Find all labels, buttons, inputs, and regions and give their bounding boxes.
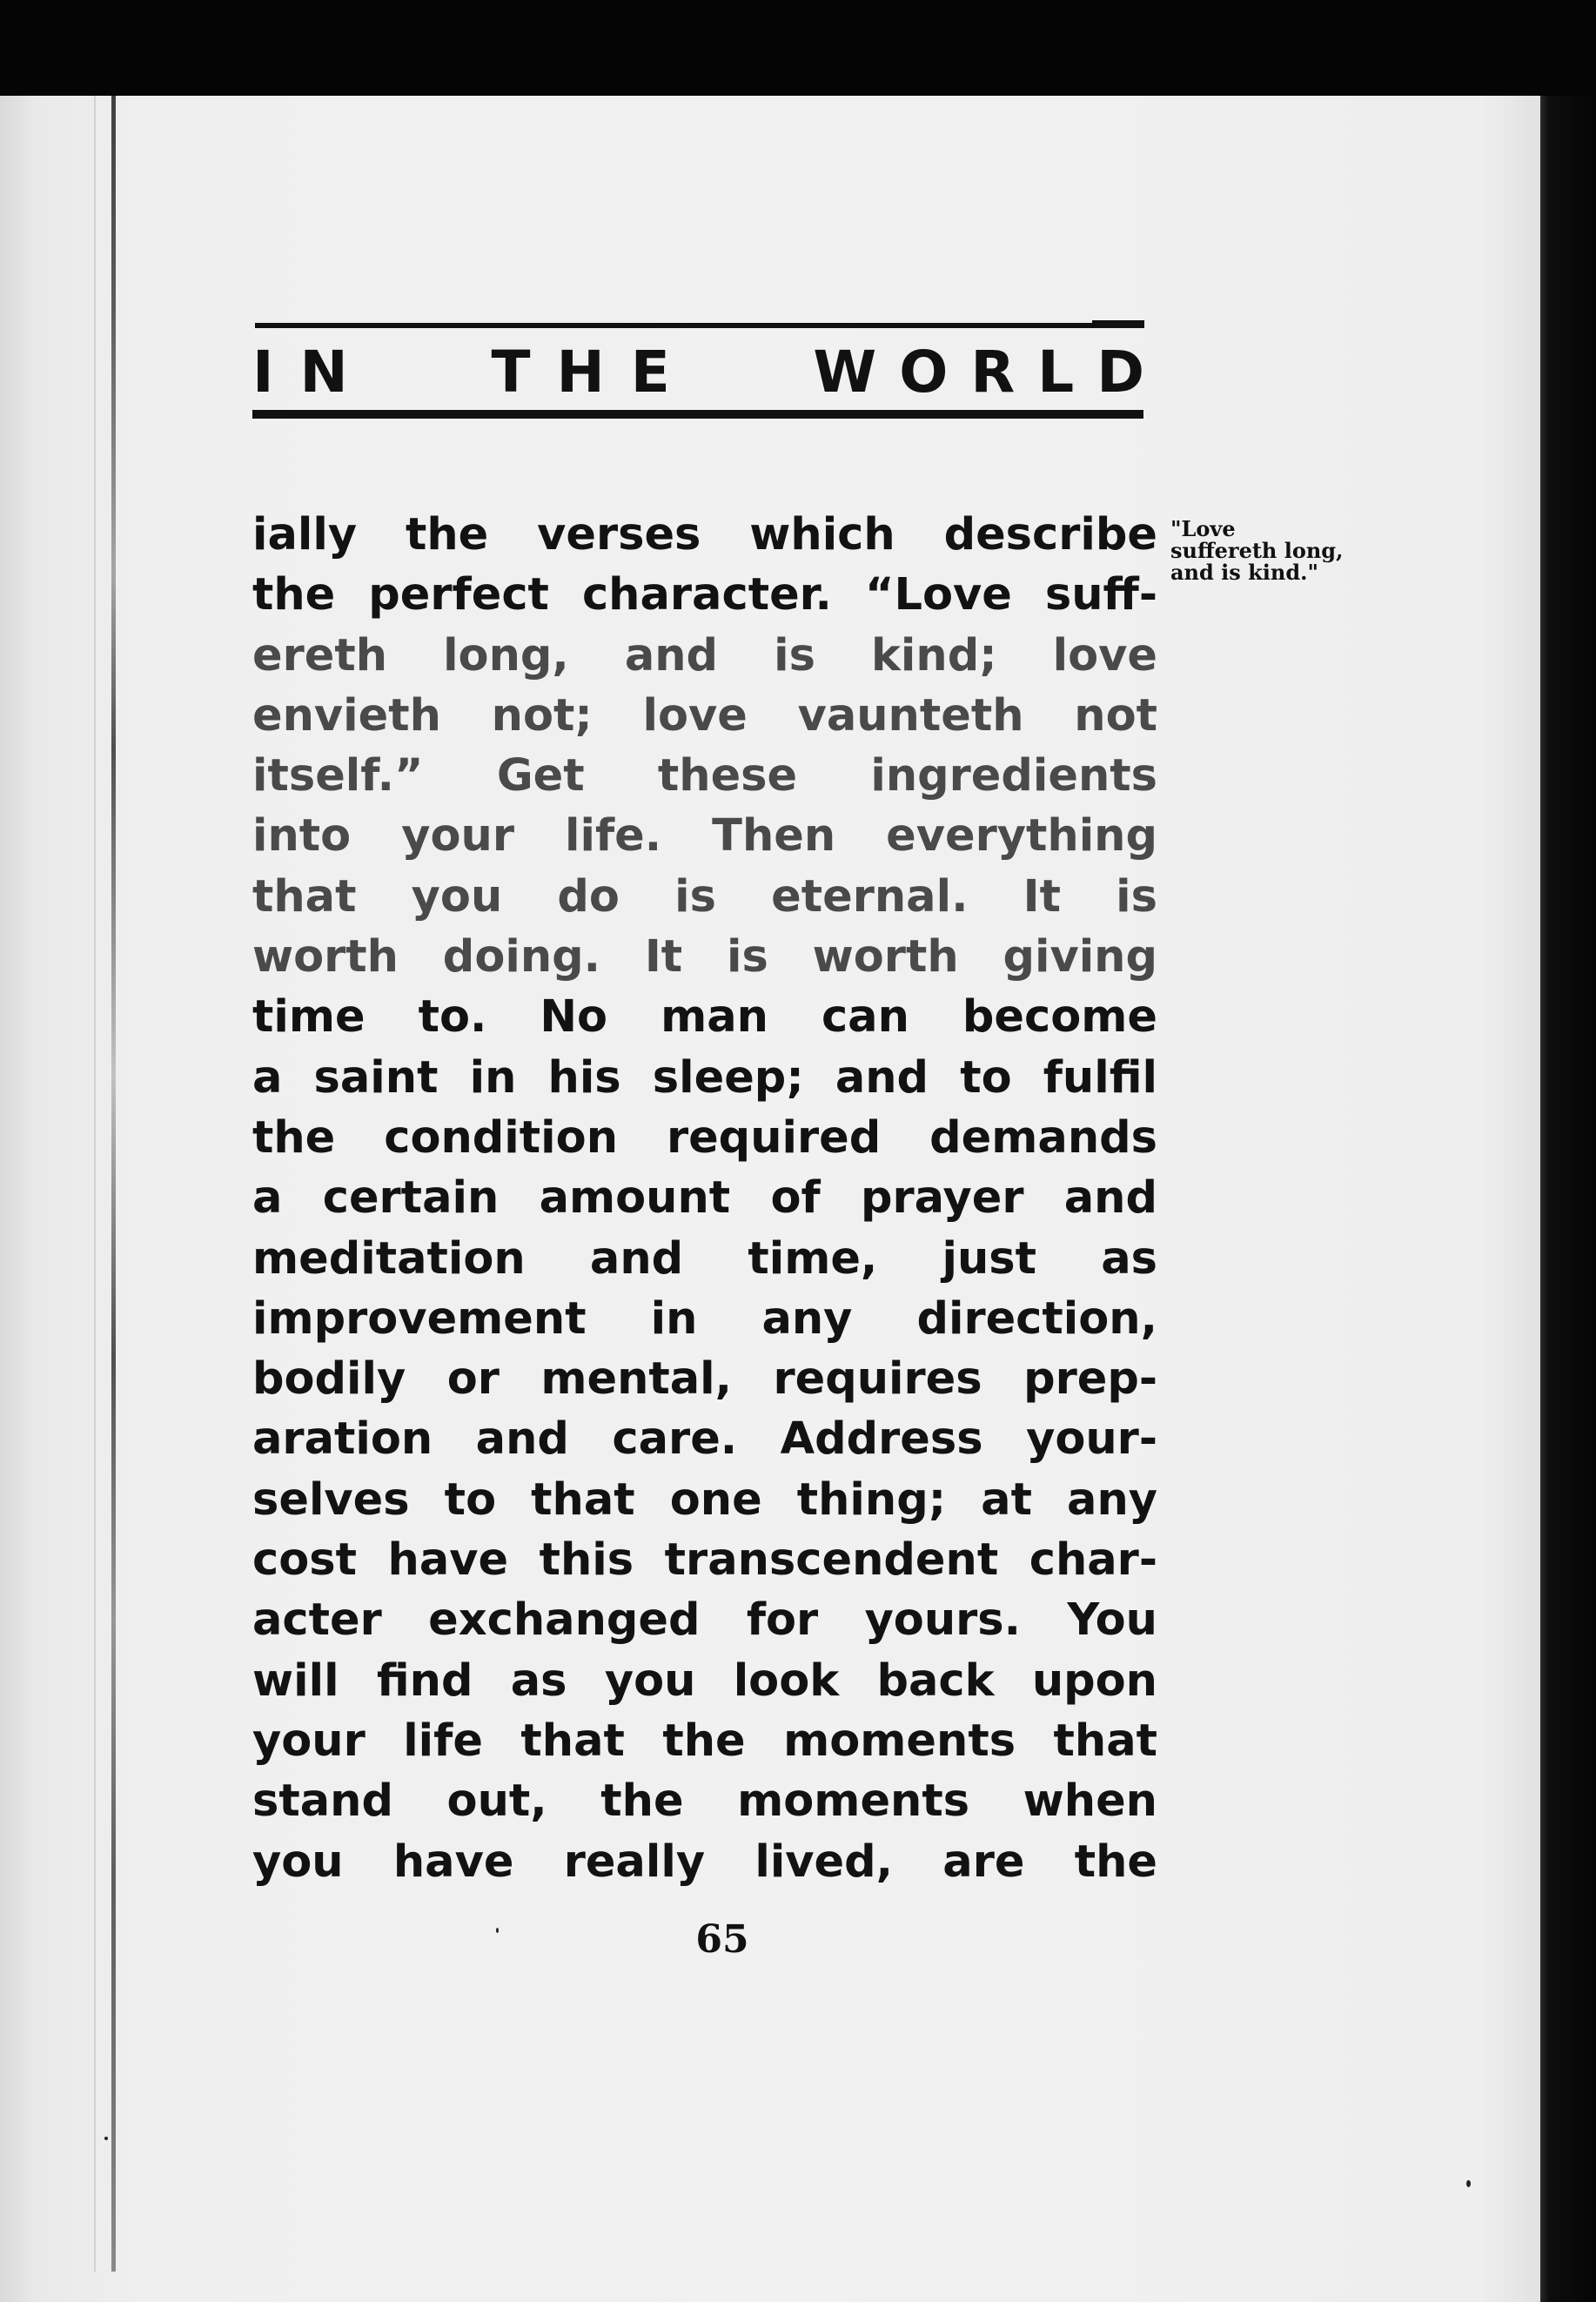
running-head-word: IN [252, 339, 374, 406]
gutter-line [111, 96, 116, 2272]
body-line: time to. No man can become [252, 991, 1157, 1044]
margin-note-line: suffereth long, [1170, 538, 1344, 563]
scan-speck [104, 2137, 108, 2140]
scan-speck [1466, 2180, 1471, 2187]
body-line: a certain amount of prayer and [252, 1172, 1157, 1225]
running-head [252, 336, 1167, 409]
body-line: a saint in his sleep; and to fulfil [252, 1051, 1157, 1104]
body-line: that you do is eternal. It is [252, 870, 1157, 923]
scan-speck [496, 1928, 499, 1933]
body-line: ially the verses which describe [252, 509, 1157, 560]
body-line: envieth not; love vaunteth not [252, 689, 1157, 742]
body-line: your life that the moments that [252, 1715, 1157, 1767]
header-rule-top [255, 323, 1144, 328]
body-line: stand out, the moments when [252, 1775, 1157, 1828]
body-line: aration and care. Address your- [252, 1413, 1157, 1466]
header-rule-bottom [252, 410, 1143, 419]
body-line: you have really lived, are the [252, 1836, 1157, 1888]
running-head-word: WORLD [813, 339, 1167, 406]
body-text [252, 505, 1157, 1892]
header-rule-top-end [1092, 320, 1144, 327]
page-number: 65 [695, 1917, 749, 1962]
body-line: the condition required demands [252, 1111, 1157, 1164]
body-line: will find as you look back upon [252, 1654, 1157, 1707]
body-line: worth doing. It is worth giving [252, 931, 1157, 983]
body-line: the perfect character. “Love suff- [252, 569, 1157, 621]
body-line: into your life. Then everything [252, 810, 1157, 862]
body-line: improvement in any direction, [252, 1292, 1157, 1345]
margin-note-line: "Love [1170, 516, 1236, 541]
gutter-shadow [94, 96, 96, 2272]
body-line: acter exchanged for yours. You [252, 1594, 1157, 1647]
body-line: bodily or mental, requires prep- [252, 1353, 1157, 1406]
body-line: selves to that one thing; at any [252, 1473, 1157, 1526]
margin-note-line: and is kind." [1170, 560, 1318, 585]
body-line: ereth long, and is kind; love [252, 629, 1157, 681]
body-line: meditation and time, just as [252, 1232, 1157, 1285]
margin-note [1170, 518, 1440, 583]
running-head-word: THE [491, 339, 696, 406]
body-line: cost have this transcendent char- [252, 1534, 1157, 1587]
scan-right-border [1540, 96, 1596, 2302]
body-line: itself.” Get these ingredients [252, 750, 1157, 802]
scan-top-border [0, 0, 1596, 96]
